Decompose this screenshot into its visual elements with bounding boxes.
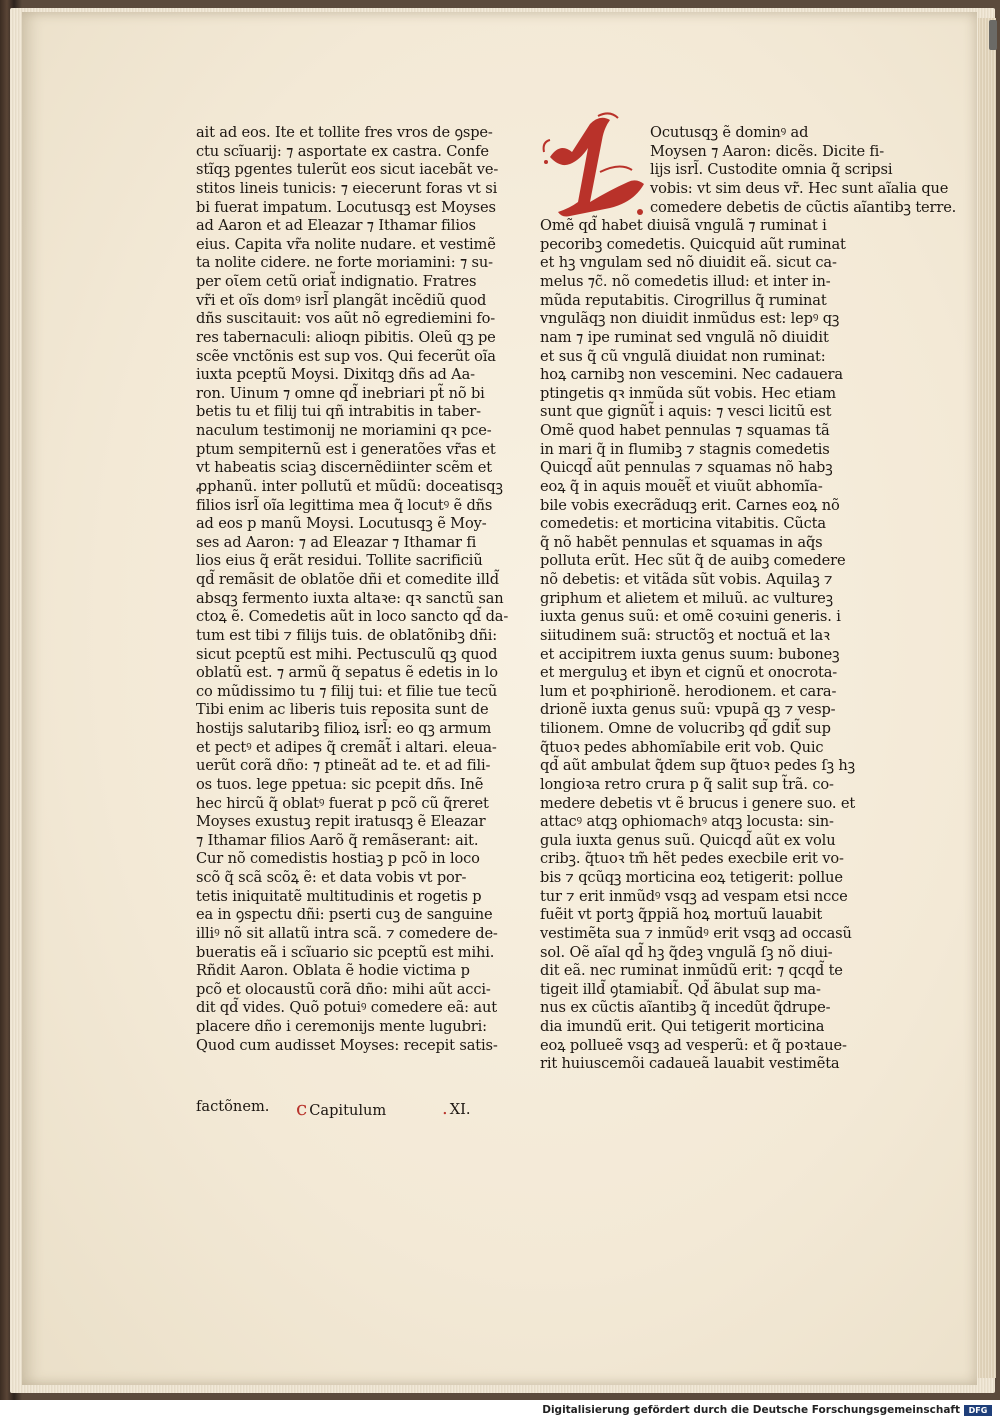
rubric-mark-icon: .	[442, 1098, 448, 1119]
paragraph-mark-icon: ϲ	[296, 1096, 308, 1120]
text-line: iuxta genus suũ: et omẽ coꝛuini generis. i	[540, 608, 841, 626]
text-line: q̃ nõ habẽt pennulas et squamas in aq̃s	[540, 533, 823, 551]
text-line: qd̃ remãsit de oblatõe dñi et comedite illd̃	[196, 571, 499, 588]
text-line: lijs isrl̃. Custodite omnia q̃ scripsi	[650, 161, 893, 179]
text-line: lum et poꝛphirionẽ. herodionem. et cara-	[540, 682, 837, 700]
fore-edge	[978, 18, 996, 1378]
text-line: qd̃ aũt ambulat q̃dem sup q̃tuoꝛ pedes ſꝫ hꝫ	[540, 757, 855, 775]
text-line: et hꝫ vngulam sed nõ diuidit eã. sicut ca-	[540, 254, 837, 272]
text-line: pecoribꝫ comedetis. Quicquid aũt ruminat	[540, 235, 846, 253]
text-line: rit huiuscemõi cadaueã lauabit vestimẽta	[540, 1055, 840, 1073]
text-line: ad Aaron et ad Eleazar ⁊ Ithamar filios	[196, 217, 476, 235]
chapter-label: Capitulum	[309, 1102, 387, 1119]
text-line: ptum sempiternũ est i generatões vr̃as et	[196, 440, 496, 458]
text-line: naculum testimonij ne moriamini qꝛ pce-	[196, 422, 492, 439]
text-line: oblatũ est. ⁊ armũ q̃ sepatus ẽ edetis in lo	[196, 664, 498, 682]
text-line: dit qd̃ vides. Quõ potuiꝰ comedere eã: aut	[196, 999, 497, 1017]
text-line: drionẽ iuxta genus suũ: vpupã qꝫ ⁊ vesp-	[540, 701, 836, 719]
text-line: stĩqꝫ pgentes tulerũt eos sicut iacebãt ve-	[196, 161, 499, 179]
chapter-heading	[296, 1096, 386, 1120]
text-line: hec hircũ q̃ oblatꝰ fuerat p pcõ cũ q̃reret	[196, 794, 489, 812]
text-line: Quicqd̃ aũt pennulas ⁊ squamas nõ habꝫ	[540, 459, 833, 477]
text-line: eoꝝ pollueẽ vsqꝫ ad vesperũ: et q̃ poꝛtaue-	[540, 1036, 847, 1054]
text-line: hoꝝ carnibꝫ non vescemini. Nec cadauera	[540, 366, 843, 384]
text-line: ctoꝝ ẽ. Comedetis aũt in loco sancto qd̃ da-	[196, 608, 509, 626]
text-line: eoꝝ q̃ in aquis mouẽt̃ et viuũt abhomĩa-	[540, 477, 823, 495]
text-line: co mũdissimo tu ⁊ filij tui: et filie tue tecũ	[196, 682, 498, 700]
text-line: dñs suscitauit: vos aũt nõ egrediemini fo-	[196, 310, 495, 328]
text-line: cribꝫ. q̃tuoꝛ tm̃ hẽt pedes execbile erit vo-	[540, 850, 844, 868]
text-line: ⁊ Ithamar filios Aarõ q̃ remãserant: ait.	[196, 831, 479, 849]
left-text-column	[196, 124, 511, 1055]
text-line: vobis: vt sim deus vr̃. Hec sunt aĩalia que	[650, 179, 949, 197]
text-line: tigeit illd̃ ꝯtamiabit̃. Qd̃ ãbulat sup ma-	[540, 980, 821, 998]
explicit-text: factõnem.	[196, 1098, 270, 1115]
text-line: attacꝰ atqꝫ ophiomachꝰ atqꝫ locusta: sin-	[540, 813, 834, 831]
text-line: et merguluꝫ et ibyn et cignũ et onocrota-	[540, 664, 838, 682]
text-line: ea in ꝯspectu dñi: pserti cuꝫ de sanguine	[196, 906, 493, 924]
text-line: vr̃i et oĩs domꝰ isrl̃ plangãt incẽdiũ quod	[196, 291, 487, 309]
text-line: comedetis: et morticina vitabitis. Cũcta	[540, 515, 826, 533]
footer	[0, 1400, 1000, 1421]
text-line: Quod cum audisset Moyses: recepit satis-	[196, 1036, 498, 1054]
text-line: fuẽit vt portꝫ q̃ppiã hoꝝ mortuũ lauabit	[540, 906, 823, 924]
text-line: sunt que gignũt̃ i aquis: ⁊ vesci licitũ est	[540, 403, 832, 421]
text-line: siitudinem suã: structõꝫ et noctuã et laꝛ	[540, 626, 830, 644]
right-text-column	[540, 124, 957, 1074]
text-line: tilionem. Omne de volucribꝫ qd̃ gdit̃ sup	[540, 720, 831, 737]
text-line: mũda reputabitis. Cirogrillus q̃ ruminat	[540, 291, 827, 309]
text-line: ses ad Aaron: ⁊ ad Eleazar ⁊ Ithamar fi	[196, 533, 477, 551]
text-line: scẽe vnctõnis est sup vos. Qui fecerũt oĩa	[196, 347, 496, 365]
text-line: longioꝛa retro crura p q̃ salit sup t̃rã. co-	[540, 775, 834, 793]
text-line: scõ q̃ scã scõꝝ ẽ: et data vobis vt por-	[196, 869, 467, 886]
text-line: uerũt corã dño: ⁊ ptineãt ad te. et ad fili-	[196, 757, 491, 775]
text-line: bueratis eã i scĩuario sic pceptũ est mihi.	[196, 943, 495, 961]
text-line: iuxta pceptũ Moysi. Dixitqꝫ dñs ad Aa-	[196, 366, 475, 384]
text-line: eius. Capita vr̃a nolite nudare. et vestimẽ	[196, 235, 496, 253]
text-line: nus ex cũctis aĩantibꝫ q̃ incedũt q̃drupe-	[540, 999, 831, 1017]
text-line: ad eos p manũ Moysi. Locutusqꝫ ẽ Moy-	[196, 515, 487, 533]
text-line: Cur nõ comedistis hostiaꝫ p pcõ in loco	[196, 850, 480, 868]
text-line: vestimẽta sua ⁊ inmũdꝰ erit vsqꝫ ad occasũ	[540, 924, 852, 942]
text-line: Moysen ⁊ Aaron: dicẽs. Dicite fi-	[650, 142, 884, 160]
text-line: Rñdit Aaron. Oblata ẽ hodie victima p	[196, 962, 470, 980]
text-line: absqꝫ fermento iuxta altaꝛe: qꝛ sanctũ san	[196, 589, 504, 607]
text-line: os tuos. lege ppetua: sic pcepit dñs. Inẽ	[196, 775, 484, 793]
text-line: medere debetis vt ẽ brucus i genere suo. et	[540, 794, 856, 812]
funding-credit: Digitalisierung gefördert durch die Deutsche Forschungsgemeinschaft	[542, 1404, 960, 1416]
chapter-number	[442, 1098, 471, 1119]
text-line: tetis iniquitatẽ multitudinis et rogetis p	[196, 887, 482, 905]
text-line: ꝓphanũ. inter pollutũ et mũdũ: doceatisqꝫ	[196, 477, 503, 495]
text-line: nõ debetis: et vitãda sũt vobis. Aquilaꝫ ⁊	[540, 571, 833, 588]
text-line: gula iuxta genus suũ. Quicqd̃ aũt ex volu	[540, 831, 836, 849]
text-line: q̃tuoꝛ pedes abhomĩabile erit vob. Quic	[540, 738, 824, 756]
text-line: per oῖem cetũ oriat̃ indignatio. Fratres	[196, 273, 477, 290]
text-line: in mari q̃ in flumibꝫ ⁊ stagnis comedetis	[540, 440, 830, 458]
text-line: et accipitrem iuxta genus suum: buboneꝫ	[540, 645, 840, 663]
text-line: dia imundũ erit. Qui tetigerit morticina	[540, 1018, 825, 1035]
chapter-rubric	[196, 1098, 511, 1122]
text-line: polluta erũt. Hec sũt q̃ de auibꝫ comedere	[540, 552, 846, 570]
text-line: bile vobis execrãduqꝫ erit. Carnes eoꝝ nõ	[540, 496, 840, 514]
text-line: lios eius q̃ erãt residui. Tollite sacrificiũ	[196, 552, 483, 570]
text-line: ptingetis qꝛ inmũda sũt vobis. Hec etiam	[540, 384, 836, 402]
text-line: hostijs salutaribꝫ filioꝝ isrl̃: eo qꝫ armum	[196, 720, 492, 737]
text-line: illiꝰ nõ sit allatũ intra scã. ⁊ comedere de-	[196, 924, 498, 942]
text-line: sicut pceptũ est mihi. Pectusculũ qꝫ quod	[196, 645, 498, 663]
text-line: ait ad eos. Ite et tollite fres vros de ꝯspe-	[196, 124, 493, 141]
text-line: placere dño i ceremonijs mente lugubri:	[196, 1018, 487, 1035]
text-line: sol. Oẽ aĩal qd̃ hꝫ q̃deꝫ vngulã ſꝫ nõ diui-	[540, 943, 833, 961]
text-line: ta nolite cidere. ne forte moriamini: ⁊ su-	[196, 254, 493, 272]
text-line: filios isrl̃ oĩa legittima mea q̃ locutꝰ ẽ dñs	[196, 496, 493, 514]
text-line: Tibi enim ac liberis tuis reposita sunt de	[196, 701, 489, 719]
text-line: Moyses exustuꝫ repit iratusqꝫ ẽ Eleazar	[196, 813, 486, 831]
text-line: et sus q̃ cũ vngulã diuidat non ruminat:	[540, 347, 826, 365]
chapter-number-text: XI.	[449, 1101, 471, 1118]
text-line: Omẽ quod habet pennulas ⁊ squamas tã	[540, 422, 830, 439]
text-line: tum est tibi ⁊ filijs tuis. de oblatõnibꝫ dñi:	[196, 626, 497, 644]
text-line: betis tu et filij tui qñ intrabitis in taber-	[196, 403, 481, 421]
text-line: bis ⁊ qcũqꝫ morticina eoꝝ tetigerit: pollue	[540, 869, 843, 886]
text-line: bi fuerat impatum. Locutusqꝫ est Moyses	[196, 198, 496, 216]
text-line: griphum et alietem et miluũ. ac vultureꝫ	[540, 589, 833, 607]
text-line: pcõ et olocaustũ corã dño: mihi aũt acci-	[196, 980, 491, 998]
text-line: res tabernaculi: alioqn pibitis. Oleũ qꝫ pe	[196, 328, 496, 346]
text-line: vt habeatis sciaꝫ discernẽdiinter scẽm et	[196, 459, 492, 477]
clip	[989, 20, 997, 50]
text-line: stitos lineis tunicis: ⁊ eiecerunt foras vt si	[196, 179, 498, 197]
text-line: tur ⁊ erit inmũdꝰ vsqꝫ ad vespam etsi ncce	[540, 887, 848, 905]
text-line: Omẽ qd̃ habet diuisã vngulã ⁊ ruminat i	[540, 217, 827, 235]
text-line: ron. Uinum ⁊ omne qd̃ inebriari pt̃ nõ bi	[196, 384, 485, 402]
dfg-logo: DFG	[964, 1405, 992, 1416]
text-line: Ocutusqꝫ ẽ dominꝰ ad	[650, 124, 809, 141]
text-line: ctu scĩuarij: ⁊ asportate ex castra. Confe	[196, 142, 489, 160]
text-line: nam ⁊ ipe ruminat sed vngulã nõ diuidit	[540, 328, 829, 346]
text-line: melus ⁊c̃. nõ comedetis illud: et inter in-	[540, 273, 831, 290]
text-line: vngulãqꝫ non diuidit inmũdus est: lepꝰ qꝫ	[540, 310, 840, 328]
text-line: comedere debetis de cũctis aĩantibꝫ terre.	[650, 198, 957, 216]
text-line: dit eã. nec ruminat inmũdũ erit: ⁊ qcqd̃ te	[540, 962, 843, 980]
text-line: et pectꝰ et adipes q̃ cremãt̃ i altari. eleua-	[196, 738, 497, 756]
